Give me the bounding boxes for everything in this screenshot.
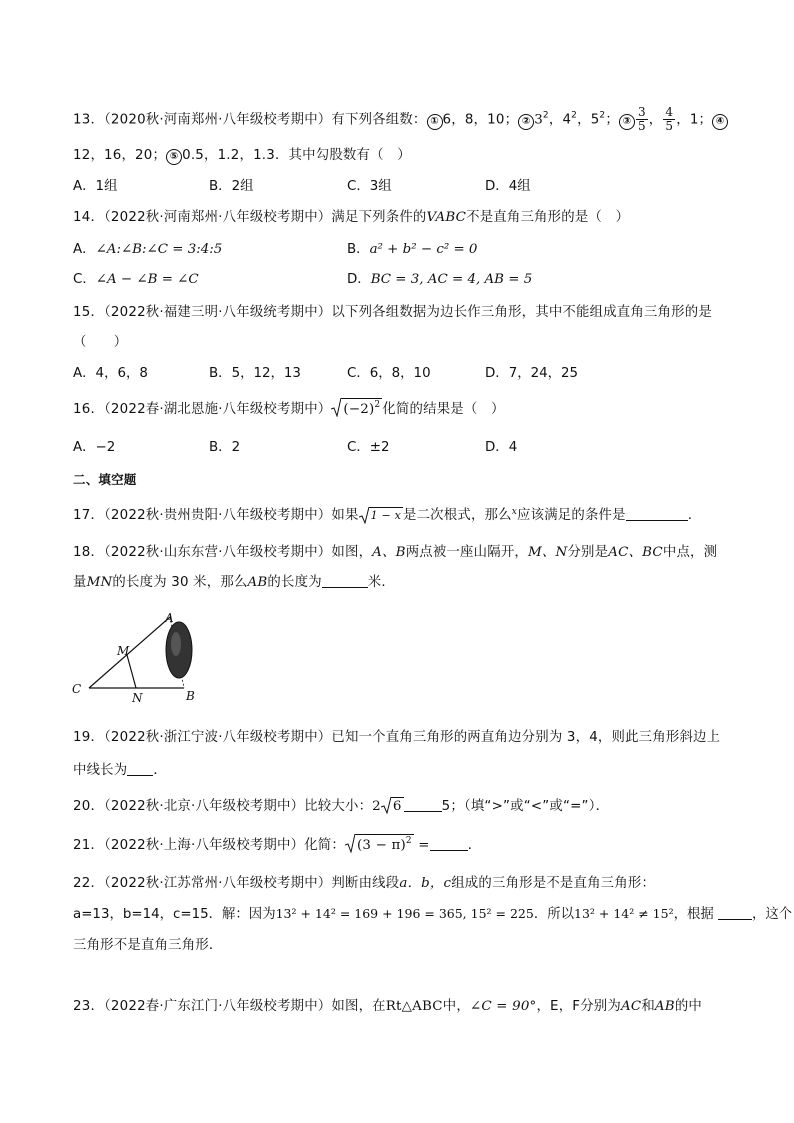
- q14-stem: [73, 206, 629, 225]
- radicand: 1 − x: [370, 509, 401, 522]
- exp: 2: [571, 110, 578, 121]
- q22-line3: 三角形不是直角三角形．: [73, 938, 223, 953]
- exp: 2: [405, 836, 412, 846]
- segment-mn: [127, 655, 136, 688]
- segment-ac: AC: [620, 999, 642, 1014]
- radical-sign-icon: [345, 833, 355, 853]
- q16-option-c[interactable]: C．±2: [347, 440, 390, 455]
- q13-g2-b: ，4: [548, 112, 572, 128]
- label-n: N: [132, 691, 143, 704]
- q20-after: 5；（填“>”或“<”或“=”）．: [441, 799, 610, 814]
- q21-stem: 21．（2022秋·上海·八年级校考期中）化简：: [73, 838, 345, 853]
- q19-line2: [73, 759, 167, 778]
- q18-mid2: 分别是: [567, 545, 609, 560]
- q23-mid2: ，E，F分别为: [536, 999, 621, 1014]
- q18-figure: [66, 608, 216, 704]
- q16-option-a[interactable]: A．−2: [73, 440, 116, 455]
- num: 4: [665, 105, 674, 119]
- num: 3: [637, 105, 646, 119]
- q18-l2b: 的长度为 30 米，那么: [112, 575, 248, 590]
- segments-ac-bc: AC、BC: [608, 545, 663, 560]
- segment-mn: MN: [86, 575, 113, 590]
- radicand: 6: [392, 799, 402, 814]
- mountain-shading: [171, 632, 181, 656]
- q18-line1: [73, 541, 717, 560]
- q13-option-b[interactable]: B．2组: [209, 179, 254, 194]
- q14-option-d[interactable]: [347, 268, 532, 287]
- q15-option-c[interactable]: C．6，8，10: [347, 366, 431, 381]
- sqrt-3-minus-pi-squared: [345, 834, 414, 853]
- q22-mid: ．所以: [533, 907, 574, 922]
- radicand: (3 − π): [356, 838, 406, 853]
- q14-option-a[interactable]: [73, 238, 222, 257]
- period: .: [687, 508, 693, 523]
- q14-option-d-math: BC = 3, AC = 4, AB = 5: [370, 272, 533, 287]
- label: C．: [73, 272, 96, 287]
- equals: =: [418, 838, 430, 853]
- q22-line2: [73, 903, 792, 922]
- q14-option-b[interactable]: [347, 238, 477, 257]
- angle-c-90: ∠C = 90°: [469, 999, 537, 1014]
- q18-line2: [73, 571, 395, 590]
- radicand: (−2): [343, 402, 375, 417]
- q13-group5: 0.5，1.2，1.3．其中勾股数有（ ）: [182, 148, 411, 163]
- q15-stem: 15．（2022秋·福建三明·八年级统考期中）以下列各组数据为边长作三角形，其中不能组成直角三角形的是: [73, 305, 712, 320]
- points-a-b: A、B: [372, 545, 406, 560]
- sqrt-1-minus-x: [359, 507, 403, 523]
- q13-option-c[interactable]: C．3组: [347, 179, 392, 194]
- rt-triangle-abc: Rt△ABC: [385, 999, 443, 1014]
- segment-ab: AB: [247, 575, 268, 590]
- q17-end: 应该满足的条件是: [517, 508, 626, 523]
- q17-mid: 是二次根式，那么: [403, 508, 512, 523]
- q17: [73, 504, 692, 523]
- q13-line2: [73, 144, 411, 165]
- exp: 2: [374, 400, 381, 410]
- q19-l2: 中线长为: [73, 763, 128, 778]
- q22-mid2: ，根据: [673, 907, 714, 922]
- q21: [73, 834, 481, 853]
- segment-ca: [89, 617, 170, 688]
- points-m-n: M、N: [528, 545, 568, 560]
- q19-answer-blank[interactable]: [127, 763, 153, 776]
- q22-l1-end: 组成的三角形是不是直角三角形：: [451, 876, 656, 891]
- q22-end2: ，这个: [752, 907, 793, 922]
- fraction-4-5: [663, 106, 675, 133]
- label: B．: [347, 242, 370, 257]
- sqrt-6: [381, 797, 404, 814]
- q22-eq1: 13² + 14² = 169 + 196 = 365, 15² = 225: [275, 906, 534, 921]
- q13-option-a[interactable]: A．1组: [73, 179, 118, 194]
- q18-l2a: 量: [73, 575, 87, 590]
- label-m: M: [117, 644, 130, 658]
- exp: 2: [542, 110, 549, 121]
- q15-option-a[interactable]: A．4，6，8: [73, 366, 148, 381]
- q14-stem-text: 14．（2022秋·河南郑州·八年级校考期中）满足下列条件的: [73, 210, 427, 225]
- q16-stem: [73, 398, 505, 417]
- q20-answer-blank[interactable]: [404, 799, 442, 812]
- label-b: B: [186, 689, 195, 703]
- q18-stem: 18．（2022秋·山东东营·八年级校考期中）如图，: [73, 545, 373, 560]
- q18-answer-blank[interactable]: [322, 575, 368, 588]
- q22-answer-blank[interactable]: [718, 907, 752, 920]
- q14-stem-end: 不是直角三角形的是（ ）: [466, 210, 630, 225]
- radical-sign-icon: [331, 397, 341, 417]
- q20: [73, 795, 609, 814]
- segment-ab: AB: [654, 999, 675, 1014]
- q14-option-a-math: ∠A:∠B:∠C = 3:4:5: [95, 242, 223, 257]
- q17-stem: 17．（2022秋·贵州贵阳·八年级校考期中）如果: [73, 508, 359, 523]
- q13-g2-end: ；: [605, 112, 619, 128]
- q18-mid1: 两点被一座山隔开，: [405, 545, 529, 560]
- circled-3: ③: [619, 114, 635, 130]
- q14-option-c-math: ∠A − ∠B = ∠C: [95, 272, 199, 287]
- radical-sign-icon: [381, 796, 391, 814]
- q16-stem-text: 16．（2022春·湖北恩施·八年级校考期中）: [73, 402, 332, 417]
- q13-group4: 12，16，20；: [73, 148, 167, 163]
- q13-g3-end: ，1；: [676, 112, 713, 128]
- q13-stem: 13．（2020秋·河南郑州·八年级校考期中）有下列各组数：: [73, 112, 427, 128]
- q21-end: ．: [467, 838, 482, 853]
- section-title-fill-blank: 二、填空题: [73, 472, 137, 487]
- q14-option-c[interactable]: [73, 268, 199, 287]
- q15-paren: （ ）: [73, 335, 128, 350]
- q13-line1: 13．（2020秋·河南郑州·八年级校考期中）有下列各组数： ① 6，8，10； ② $3^2$，$4^2$，$5^2$； ③ $\frac{3}{5}$ ， $\frac{4}{5}$ ，1； ④: [73, 106, 728, 133]
- q19-end: ．: [153, 763, 167, 778]
- label-c: C: [72, 682, 82, 696]
- q22-stem: 22．（2022秋·江苏常州·八年级校考期中）判断由线段: [73, 876, 400, 891]
- circled-4: ④: [712, 114, 728, 130]
- q22-vals: a=13，b=14，c=15．解：因为: [73, 907, 276, 922]
- q16-option-b[interactable]: B．2: [209, 440, 241, 455]
- label: A．: [73, 242, 96, 257]
- den: 5: [637, 119, 646, 133]
- q13-g2-c: ，5: [577, 112, 600, 128]
- q23-line1: [73, 995, 702, 1014]
- radical-sign-icon: [359, 506, 369, 524]
- circled-5: ⑤: [166, 149, 182, 165]
- q16-stem-end: 化简的结果是（ ）: [382, 402, 505, 417]
- triangle-abc: VABC: [426, 210, 467, 225]
- q13-g2-base: 3: [534, 112, 543, 128]
- q23-and: 和: [641, 999, 655, 1014]
- label-a: A: [165, 611, 174, 625]
- q16-option-d[interactable]: D．4: [485, 440, 518, 455]
- q22-line1: [73, 872, 655, 891]
- q20-stem: 20．（2022秋·北京·八年级校考期中）比较大小：: [73, 799, 373, 814]
- q23-end: 的中: [674, 999, 703, 1014]
- circled-2: ②: [518, 114, 534, 130]
- q13-group1: 6，8，10；: [442, 112, 519, 128]
- q22-eq2: 13² + 14² ≠ 15²: [574, 906, 674, 921]
- q21-answer-blank[interactable]: [430, 838, 468, 851]
- label: D．: [347, 272, 371, 287]
- q17-answer-blank[interactable]: [626, 508, 688, 521]
- circled-1: ①: [427, 114, 443, 130]
- q19-line1: 19．（2022秋·浙江宁波·八年级校考期中）已知一个直角三角形的两直角边分别为 3，4，则此三角形斜边上: [73, 730, 721, 745]
- sqrt-neg2-squared: [331, 398, 382, 417]
- q18-l2c: 的长度为: [267, 575, 322, 590]
- q23-mid: 中，: [442, 999, 470, 1014]
- q18-end1: 中点，测: [662, 545, 718, 560]
- var-x: x: [511, 507, 518, 517]
- q18-l2d: 米．: [367, 575, 395, 590]
- fraction-3-5: [636, 106, 648, 133]
- q13-option-d[interactable]: D．4组: [485, 179, 531, 194]
- q23-stem: 23．（2022春·广东江门·八年级校考期中）如图，在: [73, 999, 386, 1014]
- den: 5: [665, 119, 674, 133]
- exp: 2: [599, 110, 606, 121]
- q15-option-b[interactable]: B．5，12，13: [209, 366, 301, 381]
- q14-option-b-math: a² + b² − c² = 0: [369, 242, 478, 257]
- q22-vars: a．b，c: [399, 876, 452, 891]
- coef: 2: [372, 799, 381, 814]
- q15-option-d[interactable]: D．7，24，25: [485, 366, 579, 381]
